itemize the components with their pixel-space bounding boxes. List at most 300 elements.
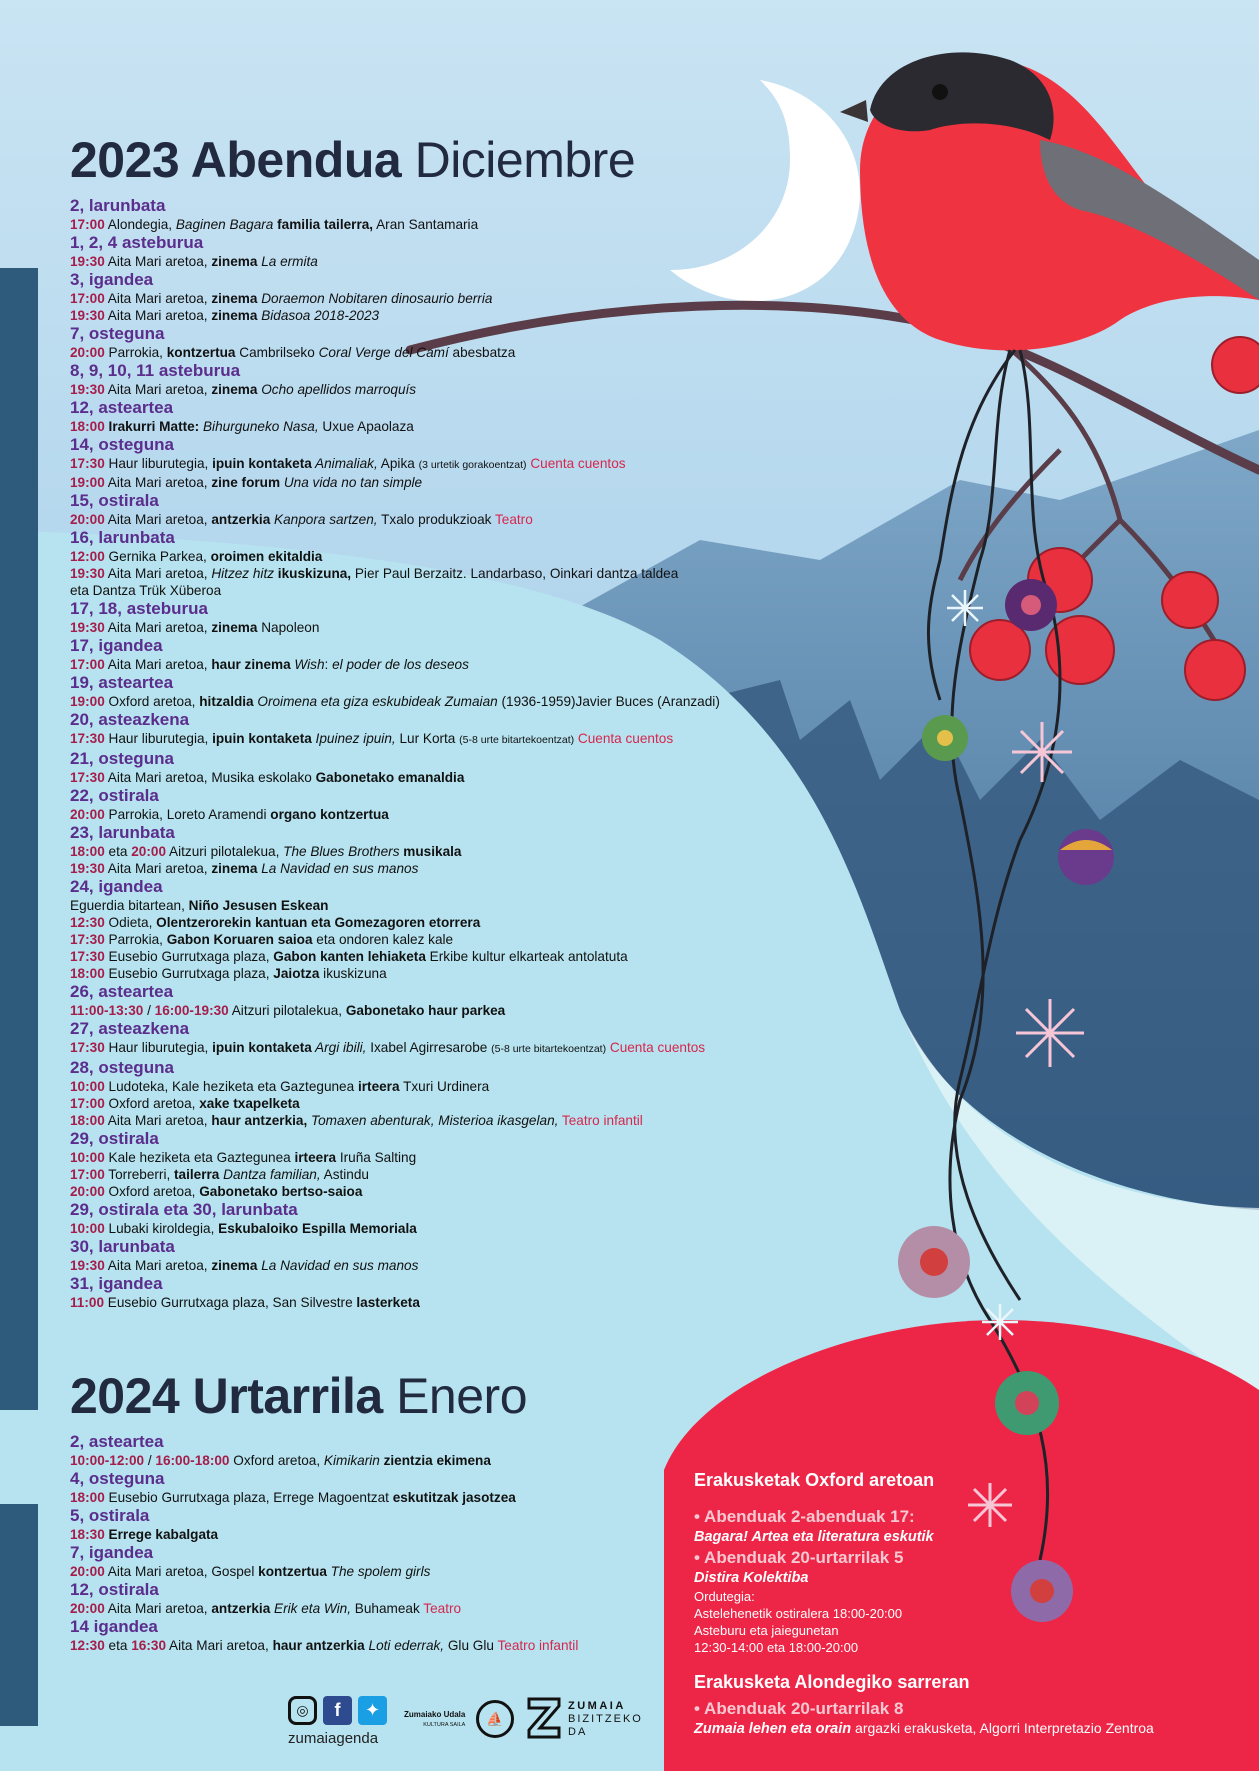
event-text: Bidasoa 2018-2023 [257, 308, 380, 323]
december-year: 2023 [70, 132, 180, 188]
event-text: kontzertua [258, 1564, 327, 1579]
event-text: Aran Santamaria [373, 217, 479, 232]
event-text: Aita Mari aretoa, [166, 1638, 273, 1653]
event-text: familia tailerra, [273, 217, 374, 232]
event-text: Oxford aretoa, [104, 1096, 200, 1111]
event-time: 12:00 [70, 549, 105, 564]
event-text: Aita Mari aretoa, [104, 512, 212, 527]
brand-line-3: DA [568, 1726, 588, 1738]
event-category: Cuenta cuentos [526, 456, 626, 471]
event-text: Jaiotza [273, 966, 320, 981]
event-text: Txalo produkzioak [377, 512, 495, 527]
event-time: 20:00 [70, 512, 105, 527]
event-line [70, 1489, 670, 1506]
event-time: 19:00 [70, 475, 105, 490]
event-text: Eskubaloiko Espilla Memoriala [218, 1221, 417, 1236]
instagram-icon[interactable]: ◎ [288, 1696, 317, 1725]
exhibition-2-dates: • Abenduak 20-urtarrilak 5 [694, 1548, 904, 1567]
event-line [70, 216, 830, 233]
event-time: 17:30 [70, 456, 105, 471]
event-time: 12:30 [70, 915, 105, 930]
event-text: Wish [290, 657, 325, 672]
event-text: zinema [211, 308, 258, 323]
event-text: Ocho apellidos marroquís [257, 382, 417, 397]
event-line [70, 948, 830, 965]
event-time: 20:00 [70, 1601, 105, 1616]
exhibitions-box [694, 1468, 1254, 1739]
zumaia-logo-icon [526, 1696, 562, 1740]
event-line [70, 1183, 830, 1200]
event-text: Una vida no tan simple [280, 475, 423, 490]
oxford-exhibitions-title: Erakusketak Oxford aretoan [694, 1470, 935, 1490]
event-text: Aita Mari aretoa, [104, 254, 212, 269]
event-text: Odieta, [104, 915, 157, 930]
event-text: Haur liburutegia, [104, 1040, 213, 1055]
day-heading: 16, larunbata [70, 528, 175, 547]
event-text: Eusebio Gurrutxaga plaza, San Silvestre [104, 1295, 357, 1310]
december-month-eu: Abendua [190, 132, 402, 188]
event-line [70, 806, 830, 823]
event-time: 19:00 [70, 694, 105, 709]
event-text: / [143, 1003, 155, 1018]
event-text: Iruña Salting [336, 1150, 417, 1165]
event-text: Aita Mari aretoa, Musika eskolako [104, 770, 316, 785]
event-text: Erik eta Win, [270, 1601, 351, 1616]
day-heading: 23, larunbata [70, 823, 175, 842]
event-time: 10:00 [70, 1221, 105, 1236]
event-text: musikala [399, 844, 462, 859]
event-text: Aita Mari aretoa, [104, 382, 212, 397]
day-heading: 29, ostirala [70, 1129, 159, 1148]
event-time: 19:30 [70, 620, 105, 635]
event-text: haur antzerkia [272, 1638, 365, 1653]
event-text: Aita Mari aretoa, [104, 1601, 212, 1616]
event-text: Erkibe kultur elkarteak antolatuta [425, 949, 628, 964]
day-heading: 3, igandea [70, 270, 154, 289]
event-time: 17:30 [70, 932, 105, 947]
event-text: Alondegia, [104, 217, 176, 232]
event-line [70, 1294, 830, 1311]
day-heading: 20, asteazkena [70, 710, 190, 729]
event-line [70, 290, 830, 307]
event-time: 17:00 [70, 1167, 105, 1182]
event-time: 20:00 [131, 844, 167, 859]
event-text: xake txapelketa [199, 1096, 300, 1111]
event-text: Gabonetako haur parkea [345, 1003, 506, 1018]
day-heading: 21, osteguna [70, 749, 174, 768]
day-heading: 14 igandea [70, 1617, 158, 1636]
event-time: 10:00-12:00 [70, 1453, 145, 1468]
event-text: antzerkia [211, 1601, 271, 1616]
event-text: haur antzerkia, [211, 1113, 308, 1128]
event-text: Hitzez hitz [211, 566, 275, 581]
event-text: Apika [377, 456, 419, 471]
event-time: 10:00 [70, 1079, 105, 1094]
day-heading: 17, 18, asteburua [70, 599, 208, 618]
event-time: 19:30 [70, 566, 105, 581]
event-text: ikuskizuna [319, 966, 387, 981]
event-time: 17:30 [70, 949, 105, 964]
event-text: Eguerdia bitartean, [70, 898, 189, 913]
event-text: Argi ibili, [311, 1040, 367, 1055]
event-time: 11:00-13:30 [70, 1003, 144, 1018]
event-time: 17:30 [70, 770, 105, 785]
event-time: 18:30 [70, 1527, 105, 1542]
event-time: 19:30 [70, 382, 105, 397]
event-line [70, 253, 830, 270]
event-time: 12:30 [70, 1638, 105, 1653]
event-time: 18:00 [70, 1490, 105, 1505]
event-text: Oroimena eta giza eskubideak Zumaian [253, 694, 498, 709]
event-line [70, 965, 830, 982]
event-text: Aitzuri pilotalekua, [228, 1003, 346, 1018]
day-heading: 7, osteguna [70, 324, 165, 343]
event-text: (3 urtetik gorakoentzat) [418, 459, 527, 471]
event-text: Irakurri Matte: [104, 419, 200, 434]
january-year: 2024 [70, 1368, 180, 1424]
event-text: Kanpora sartzen, [270, 512, 378, 527]
day-heading: 22, ostirala [70, 786, 159, 805]
event-category: Teatro [423, 1601, 462, 1616]
event-text: zinema [211, 291, 258, 306]
event-time: 16:00-19:30 [154, 1003, 229, 1018]
exhibition-2-title: Distira Kolektiba [694, 1570, 809, 1586]
event-text: Aitzuri pilotalekua, [166, 844, 284, 859]
event-text: eta ondoren kalez kale [312, 932, 454, 947]
january-program [70, 1366, 670, 1654]
hours-label: Ordutegia: [694, 1589, 755, 1604]
event-line [70, 381, 830, 398]
event-text: ipuin kontaketa [212, 456, 312, 471]
event-line [70, 565, 830, 582]
event-line [70, 843, 830, 860]
udala-name: Zumaiako Udala [404, 1710, 466, 1719]
event-text: Haur liburutegia, [104, 731, 213, 746]
event-text: ipuin kontaketa [212, 1040, 312, 1055]
event-text: Aita Mari aretoa, [104, 861, 212, 876]
exhibition-1-dates: • Abenduak 2-abenduak 17: [694, 1507, 915, 1526]
event-line [70, 914, 830, 931]
event-line [70, 1149, 830, 1166]
event-time: 20:00 [70, 1184, 105, 1199]
event-time: 17:00 [70, 1096, 105, 1111]
event-text: Doraemon Nobitaren dinosaurio berria [257, 291, 493, 306]
event-text: Aita Mari aretoa, [104, 475, 212, 490]
event-text: Olentzerorekin kantuan eta Gomezagoren etorrera [156, 915, 481, 930]
event-text: zine forum [211, 475, 281, 490]
event-text: zinema [211, 861, 258, 876]
event-text: antzerkia [211, 512, 271, 527]
exhibition-3-dates: • Abenduak 20-urtarrilak 8 [694, 1699, 904, 1718]
event-line [70, 511, 830, 528]
day-heading: 12, asteartea [70, 398, 174, 417]
event-text: Oxford aretoa, [104, 1184, 200, 1199]
event-text: oroimen ekitaldia [210, 549, 323, 564]
event-text: Lubaki kiroldegia, [104, 1221, 219, 1236]
day-heading: 19, asteartea [70, 673, 174, 692]
event-text: ikuskizuna, [274, 566, 352, 581]
day-heading: 29, ostirala eta 30, larunbata [70, 1200, 298, 1219]
event-text: Cambrilseko [235, 345, 319, 360]
event-text: Aita Mari aretoa, [104, 566, 212, 581]
event-text: Gabonetako emanaldia [315, 770, 465, 785]
event-text: Eusebio Gurrutxaga plaza, [104, 966, 274, 981]
event-text: Aita Mari aretoa, [104, 620, 212, 635]
event-text: eta Dantza Trük Xüberoa [70, 583, 222, 598]
event-time: 17:00 [70, 291, 105, 306]
udala-sub: KULTURA SAILA [423, 1722, 466, 1728]
event-text: Lur Korta [395, 731, 460, 746]
event-line [70, 619, 830, 636]
day-heading: 4, osteguna [70, 1469, 165, 1488]
event-text: Pier Paul Berzaitz. Landarbaso, Oinkari dantza taldea [351, 566, 679, 581]
event-line [70, 769, 830, 786]
event-text: Tomaxen abenturak, Misterioa ikasgelan, [307, 1113, 559, 1128]
january-event-list [70, 1432, 670, 1654]
event-line [70, 1166, 830, 1183]
event-line [70, 1563, 670, 1580]
event-time: 17:00 [70, 657, 105, 672]
december-event-list [70, 196, 830, 1311]
event-text: Aita Mari aretoa, [104, 291, 212, 306]
event-line [70, 307, 830, 324]
day-heading: 15, ostirala [70, 491, 159, 510]
event-text: Torreberri, [104, 1167, 175, 1182]
event-line [70, 344, 830, 361]
event-line [70, 1039, 830, 1058]
event-time: 19:30 [70, 861, 105, 876]
event-text: Eusebio Gurrutxaga plaza, Errege Magoentzat [104, 1490, 393, 1505]
event-line [70, 1637, 670, 1654]
event-line [70, 656, 830, 673]
event-text: La Navidad en sus manos [257, 1258, 419, 1273]
event-text: Eusebio Gurrutxaga plaza, [104, 949, 274, 964]
event-text: Astindu [320, 1167, 369, 1182]
event-text: kontzertua [166, 345, 236, 360]
event-text: Gernika Parkea, [104, 549, 211, 564]
left-decor-bar-bottom [0, 1504, 38, 1726]
event-text: el poder de los deseos [332, 657, 469, 672]
social-handle[interactable]: zumaiagenda [288, 1730, 379, 1747]
december-month-es: Diciembre [414, 132, 636, 188]
event-line [70, 1257, 830, 1274]
event-text: eta [104, 844, 132, 859]
event-time: 16:30 [131, 1638, 167, 1653]
event-time: 17:30 [70, 1040, 105, 1055]
event-category: Teatro infantil [497, 1638, 579, 1653]
event-text: Buhameak [350, 1601, 424, 1616]
event-category: Cuenta cuentos [574, 731, 674, 746]
event-text: Glu Glu [444, 1638, 498, 1653]
event-text: La Navidad en sus manos [257, 861, 419, 876]
event-line [70, 931, 830, 948]
event-text: organo kontzertua [270, 807, 389, 822]
brand-line-2: BIZITZEKO [568, 1713, 643, 1725]
exhibition-3-line [694, 1720, 1254, 1739]
event-line [70, 548, 830, 565]
event-text: / [144, 1453, 156, 1468]
day-heading: 30, larunbata [70, 1237, 175, 1256]
january-title [70, 1366, 670, 1426]
event-text: Uxue Apaolaza [318, 419, 414, 434]
event-text: Niño Jesusen Eskean [188, 898, 329, 913]
exhibition-1-title: Bagara! Artea eta literatura eskutik [694, 1529, 934, 1545]
twitter-icon[interactable]: ✦ [358, 1696, 387, 1725]
event-category: Cuenta cuentos [606, 1040, 706, 1055]
event-line [70, 730, 830, 749]
day-heading: 1, 2, 4 asteburua [70, 233, 204, 252]
event-line [70, 418, 830, 435]
event-text: Bihurguneko Nasa, [199, 419, 319, 434]
event-time: 17:30 [70, 731, 105, 746]
event-line [70, 1526, 670, 1543]
event-line [70, 1095, 830, 1112]
event-text: Parrokia, [104, 932, 167, 947]
event-text: Gabonetako bertso-saioa [199, 1184, 363, 1199]
event-line [70, 1078, 830, 1095]
event-text: Ludoteka, Kale heziketa eta Gaztegunea [104, 1079, 358, 1094]
event-category: Teatro [494, 512, 533, 527]
event-line [70, 1112, 830, 1129]
hours-weekend: 12:30-14:00 eta 18:00-20:00 [694, 1640, 859, 1655]
event-time: 19:30 [70, 1258, 105, 1273]
day-heading: 17, igandea [70, 636, 163, 655]
event-text: eta [104, 1638, 132, 1653]
zumaia-brand [568, 1700, 643, 1739]
day-heading: 2, asteartea [70, 1432, 164, 1451]
facebook-icon[interactable]: f [323, 1696, 352, 1725]
hours-weekdays: Astelehenetik ostiralera 18:00-20:00 [694, 1606, 903, 1621]
event-text: Animaliak, [311, 456, 378, 471]
event-text: Parrokia, [104, 345, 167, 360]
event-text: Gabon kanten lehiaketa [273, 949, 426, 964]
event-text: zinema [211, 620, 258, 635]
event-text: zinema [211, 382, 258, 397]
event-text: Kale heziketa eta Gaztegunea [104, 1150, 295, 1165]
event-text: Errege kabalgata [104, 1527, 219, 1542]
event-time: 20:00 [70, 1564, 105, 1579]
exhibition-3-title: Zumaia lehen eta orain [694, 1721, 852, 1737]
december-program [70, 130, 830, 1311]
event-text: zinema [211, 1258, 258, 1273]
event-time: 20:00 [70, 807, 105, 822]
event-text: Baginen Bagara [175, 217, 274, 232]
event-time: 10:00 [70, 1150, 105, 1165]
event-line [70, 474, 830, 491]
left-decor-bar [0, 268, 38, 1410]
event-text: zientzia ekimena [379, 1453, 491, 1468]
event-text: Loti ederrak, [364, 1638, 445, 1653]
day-heading: 31, igandea [70, 1274, 163, 1293]
event-time: 18:00 [70, 844, 105, 859]
day-heading: 28, osteguna [70, 1058, 174, 1077]
event-line [70, 1220, 830, 1237]
event-text: Ixabel Agirresarobe [366, 1040, 492, 1055]
event-time: 18:00 [70, 419, 105, 434]
event-text: Gabon Koruaren saioa [166, 932, 313, 947]
event-text: hitzaldia [199, 694, 254, 709]
event-text: : [324, 657, 333, 672]
day-heading: 8, 9, 10, 11 asteburua [70, 361, 241, 380]
event-line [70, 582, 830, 599]
event-text: Haur liburutegia, [104, 456, 213, 471]
event-time: 16:00-18:00 [155, 1453, 230, 1468]
event-text: lasterketa [356, 1295, 420, 1310]
event-text: abesbatza [448, 345, 516, 360]
event-text: haur zinema [211, 657, 291, 672]
day-heading: 7, igandea [70, 1543, 154, 1562]
event-time: 11:00 [70, 1295, 105, 1310]
event-text: (5-8 urte bitartekoentzat) [491, 1043, 607, 1055]
event-line [70, 1600, 670, 1617]
event-line [70, 1002, 830, 1019]
social-icons [288, 1696, 387, 1725]
event-text: Oxford aretoa, [229, 1453, 324, 1468]
event-text: Oxford aretoa, [104, 694, 200, 709]
event-time: 18:00 [70, 966, 105, 981]
event-text: The Blues Brothers [283, 844, 400, 859]
day-heading: 2, larunbata [70, 196, 166, 215]
event-line [70, 455, 830, 474]
event-line [70, 897, 830, 914]
event-text: Aita Mari aretoa, Gospel [104, 1564, 259, 1579]
alondegi-exhibition-title: Erakusketa Alondegiko sarreran [694, 1672, 970, 1692]
event-text: Aita Mari aretoa, [104, 1258, 212, 1273]
crest-icon: ⛵ [476, 1700, 514, 1738]
event-text: La ermita [257, 254, 318, 269]
event-text: irteera [357, 1079, 400, 1094]
event-line [70, 1452, 670, 1469]
event-text: tailerra [174, 1167, 220, 1182]
event-text: Napoleon [257, 620, 320, 635]
event-text: Kimikarin [323, 1453, 380, 1468]
event-time: 18:00 [70, 1113, 105, 1128]
event-text: Aita Mari aretoa, [104, 657, 212, 672]
event-category: Teatro infantil [558, 1113, 643, 1128]
event-text: (1936-1959)Javier Buces (Aranzadi) [497, 694, 720, 709]
january-month-es: Enero [396, 1368, 528, 1424]
hours-weekend-label: Asteburu eta jaiegunetan [694, 1623, 839, 1638]
event-text: Parrokia, Loreto Aramendi [104, 807, 271, 822]
event-text: zinema [211, 254, 258, 269]
event-text: The spolem girls [326, 1564, 431, 1579]
event-text: eskutitzak jasotzea [392, 1490, 516, 1505]
event-text: Aita Mari aretoa, [104, 308, 212, 323]
udala-logo [404, 1710, 465, 1730]
brand-line-1: ZUMAIA [568, 1700, 626, 1712]
event-text: Dantza familian, [219, 1167, 321, 1182]
event-text: Ipuinez ipuin, [311, 731, 396, 746]
day-heading: 5, ostirala [70, 1506, 150, 1525]
day-heading: 14, osteguna [70, 435, 174, 454]
day-heading: 26, asteartea [70, 982, 174, 1001]
event-line [70, 693, 830, 710]
exhibition-3-desc: argazki erakusketa, Algorri Interpretazio Zentroa [851, 1720, 1154, 1736]
event-time: 19:30 [70, 254, 105, 269]
january-month-eu: Urtarrila [192, 1368, 383, 1424]
day-heading: 27, asteazkena [70, 1019, 190, 1038]
event-text: (5-8 urte bitartekoentzat) [459, 734, 575, 746]
event-time: 20:00 [70, 345, 105, 360]
day-heading: 24, igandea [70, 877, 163, 896]
event-text: Txuri Urdinera [399, 1079, 490, 1094]
event-time: 19:30 [70, 308, 105, 323]
event-text: Aita Mari aretoa, [104, 1113, 212, 1128]
event-time: 17:00 [70, 217, 105, 232]
december-title [70, 130, 830, 190]
event-line [70, 860, 830, 877]
day-heading: 12, ostirala [70, 1580, 159, 1599]
